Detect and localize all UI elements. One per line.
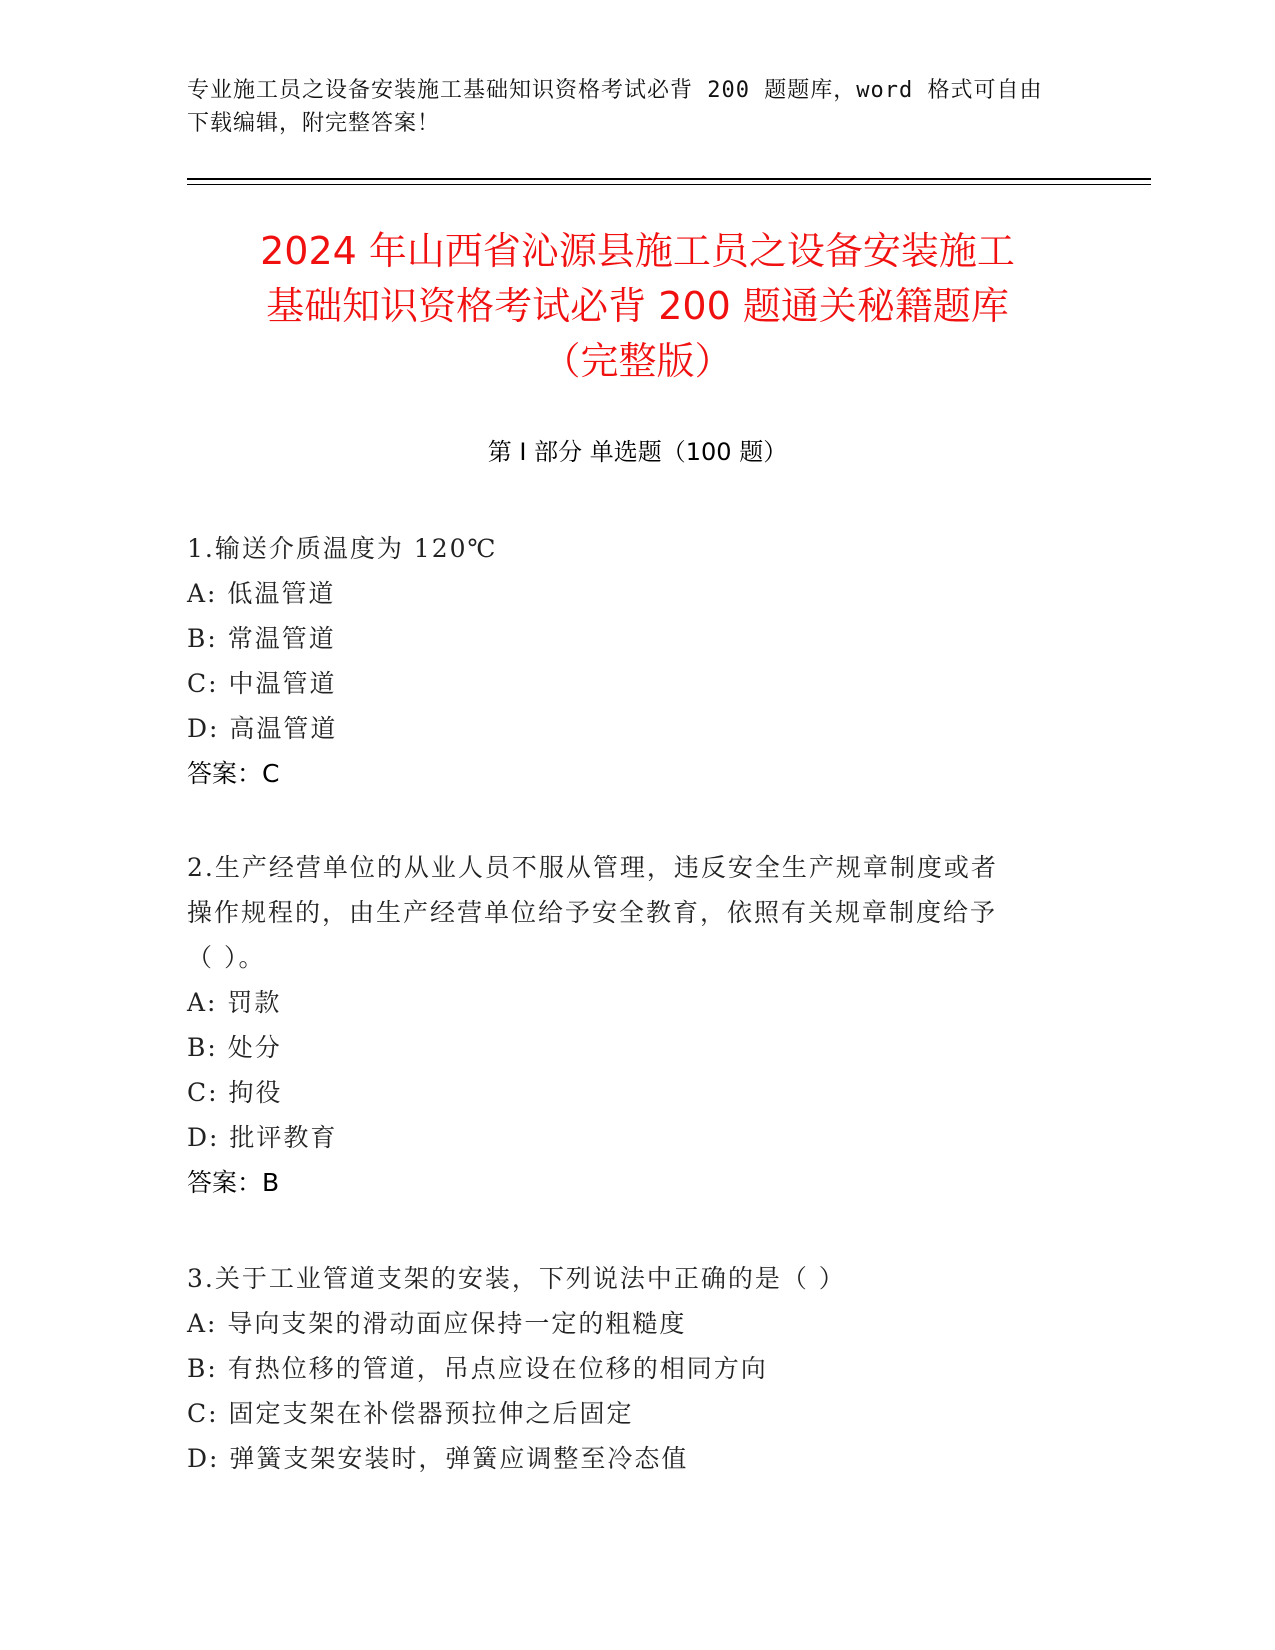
option-a: A: 罚款 [187,988,282,1017]
answer-line: 答案：B [187,1168,280,1197]
option-a: A: 导向支架的滑动面应保持一定的粗糙度 [187,1309,687,1338]
question-block [187,526,1087,796]
option-a: A: 低温管道 [187,579,336,608]
header-note [187,74,1087,140]
question-stem: 2.生产经营单位的从业人员不服从管理，违反安全生产规章制度或者 [187,853,998,882]
question-stem: 3.关于工业管道支架的安装，下列说法中正确的是（ ） [187,1264,846,1293]
question-stem: 1.输送介质温度为 120℃ [187,534,498,563]
option-d: D: 高温管道 [187,714,338,743]
document-title [140,224,1135,389]
question-stem: （ ）。 [187,943,266,972]
header-divider-thick [187,178,1151,180]
title-line: （完整版） [542,339,733,383]
question-stem: 操作规程的，由生产经营单位给予安全教育，依照有关规章制度给予 [187,898,998,927]
title-line: 2024 年山西省沁源县施工员之设备安装施工 [260,229,1015,273]
option-b: B: 有热位移的管道，吊点应设在位移的相同方向 [187,1354,768,1383]
title-line: 基础知识资格考试必背 200 题通关秘籍题库 [266,284,1009,328]
answer-line: 答案：C [187,759,280,788]
question-block [187,845,1087,1205]
option-c: C: 固定支架在补偿器预拉伸之后固定 [187,1399,634,1428]
option-d: D: 弹簧支架安装时，弹簧应调整至冷态值 [187,1444,689,1473]
question-block [187,1256,1087,1481]
option-c: C: 中温管道 [187,669,337,698]
option-d: D: 批评教育 [187,1123,338,1152]
header-note-line: 下载编辑，附完整答案！ [187,111,441,136]
header-divider-thin [187,184,1151,185]
option-b: B: 常温管道 [187,624,336,653]
option-c: C: 拘役 [187,1078,283,1107]
option-b: B: 处分 [187,1033,282,1062]
section-heading: 第 I 部分 单选题（100 题） [487,438,788,466]
header-note-line: 专业施工员之设备安装施工基础知识资格考试必背 200 题题库，word 格式可自由 [187,78,1043,103]
